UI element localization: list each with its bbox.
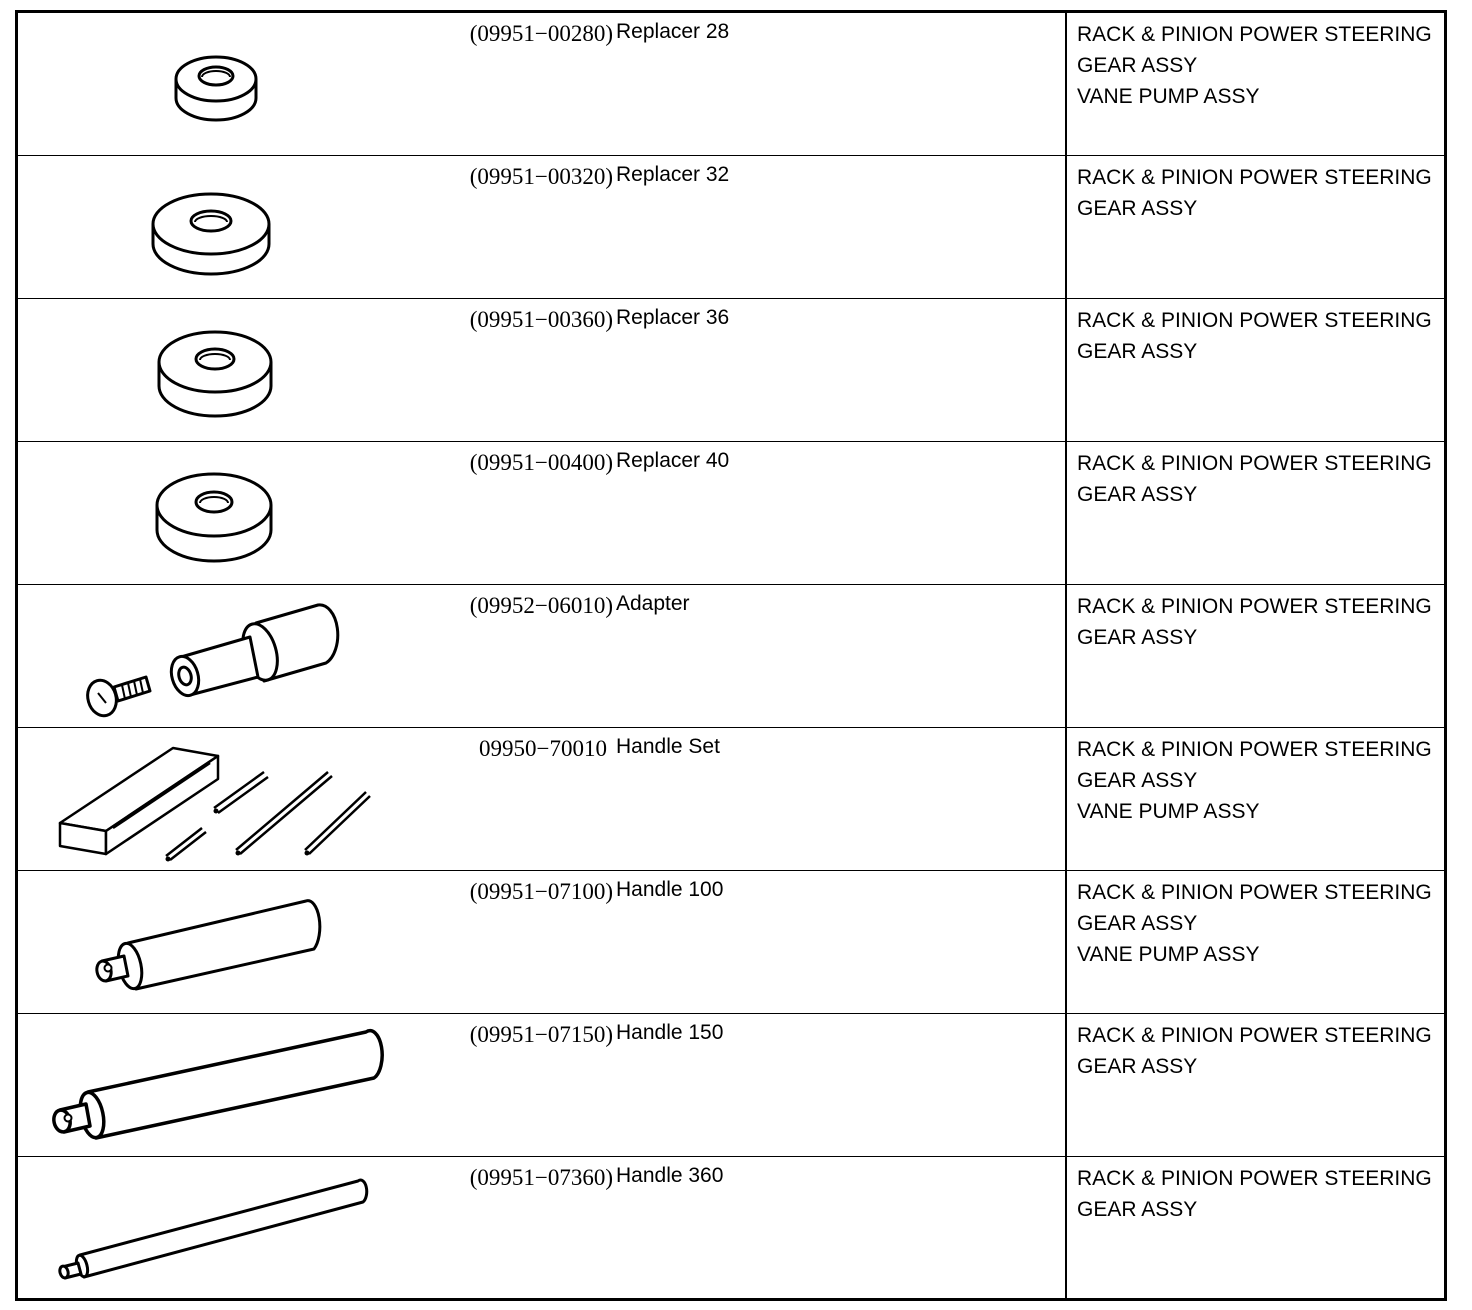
tool-name: Adapter <box>616 592 690 615</box>
usage-item: GEAR ASSY <box>1077 483 1198 506</box>
part-number: 09950−70010 <box>479 736 607 761</box>
part-number: (09951−00320) <box>469 164 613 189</box>
usage-item: RACK & PINION POWER STEERING <box>1077 1024 1432 1047</box>
tool-name: Replacer 36 <box>616 306 730 329</box>
part-number: (09951−07360) <box>469 1165 613 1190</box>
usage-item: RACK & PINION POWER STEERING <box>1077 23 1432 46</box>
usage-item: GEAR ASSY <box>1077 340 1198 363</box>
table-row <box>18 156 1444 299</box>
handle-100-icon <box>18 871 418 1014</box>
tool-name: Handle 100 <box>616 878 724 901</box>
tool-name: Handle Set <box>616 735 720 758</box>
usage-item: GEAR ASSY <box>1077 1198 1198 1221</box>
table-row <box>18 728 1444 871</box>
usage-list <box>1077 734 1432 827</box>
usage-list <box>1077 591 1432 653</box>
usage-item: GEAR ASSY <box>1077 54 1198 77</box>
table-row <box>18 871 1444 1014</box>
table-row <box>18 13 1444 156</box>
usage-item: VANE PUMP ASSY <box>1077 943 1260 966</box>
tool-name: Handle 360 <box>616 1164 724 1187</box>
part-number: (09951−07100) <box>469 879 613 904</box>
part-number: (09951−07150) <box>469 1022 613 1047</box>
usage-list <box>1077 19 1432 112</box>
usage-item: GEAR ASSY <box>1077 626 1198 649</box>
replacer-36-ring-icon <box>18 299 418 442</box>
tool-name: Replacer 32 <box>616 163 730 186</box>
tool-name: Replacer 28 <box>616 20 730 43</box>
usage-item: GEAR ASSY <box>1077 912 1198 935</box>
special-service-tools-table <box>15 10 1447 1301</box>
replacer-40-ring-icon <box>18 442 418 585</box>
usage-item: RACK & PINION POWER STEERING <box>1077 1167 1432 1190</box>
usage-item: VANE PUMP ASSY <box>1077 800 1260 823</box>
replacer-32-ring-icon <box>18 156 418 299</box>
usage-item: RACK & PINION POWER STEERING <box>1077 166 1432 189</box>
adapter-icon <box>18 585 418 728</box>
table-row <box>18 299 1444 442</box>
usage-item: RACK & PINION POWER STEERING <box>1077 452 1432 475</box>
usage-list <box>1077 1020 1432 1082</box>
usage-item: VANE PUMP ASSY <box>1077 85 1260 108</box>
usage-item: RACK & PINION POWER STEERING <box>1077 881 1432 904</box>
part-number: (09951−00400) <box>469 450 613 475</box>
tool-name: Replacer 40 <box>616 449 730 472</box>
usage-item: GEAR ASSY <box>1077 1055 1198 1078</box>
tool-name: Handle 150 <box>616 1021 724 1044</box>
usage-list <box>1077 162 1432 224</box>
usage-item: GEAR ASSY <box>1077 769 1198 792</box>
usage-list <box>1077 877 1432 970</box>
part-number: (09951−00360) <box>469 307 613 332</box>
table-row <box>18 442 1444 585</box>
usage-item: GEAR ASSY <box>1077 197 1198 220</box>
table-row <box>18 1157 1444 1300</box>
usage-list <box>1077 1163 1432 1225</box>
part-number: (09952−06010) <box>469 593 613 618</box>
usage-item: RACK & PINION POWER STEERING <box>1077 595 1432 618</box>
part-number: (09951−00280) <box>469 21 613 46</box>
usage-item: RACK & PINION POWER STEERING <box>1077 738 1432 761</box>
usage-list <box>1077 448 1432 510</box>
usage-list <box>1077 305 1432 367</box>
replacer-28-ring-icon <box>18 13 418 156</box>
usage-item: RACK & PINION POWER STEERING <box>1077 309 1432 332</box>
handle-set-icon <box>18 728 418 871</box>
handle-360-icon <box>18 1157 418 1300</box>
table-row <box>18 585 1444 728</box>
handle-150-icon <box>18 1014 418 1157</box>
table-row <box>18 1014 1444 1157</box>
